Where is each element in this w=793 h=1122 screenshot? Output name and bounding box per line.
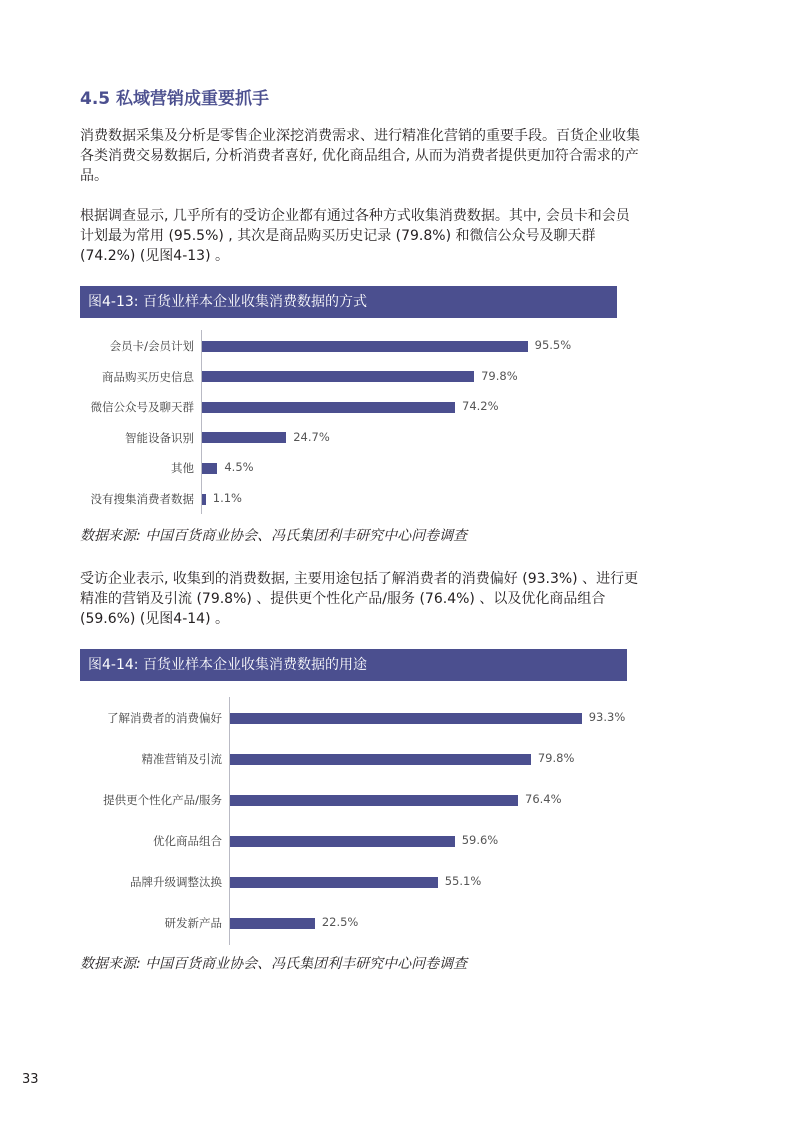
category-label: 品牌升级调整汰换 xyxy=(130,875,222,889)
category-label: 精准营销及引流 xyxy=(141,752,222,766)
figure-4-13-title: 图4-13: 百货业样本企业收集消费数据的方式 xyxy=(80,286,617,318)
figure-4-13-source: 数据来源: 中国百货商业协会、冯氏集团利丰研究中心问卷调查 xyxy=(80,528,468,544)
category-label: 智能设备识别 xyxy=(125,430,194,445)
value-label: 24.7% xyxy=(293,429,330,444)
category-label: 没有搜集消费者数据 xyxy=(90,492,194,506)
value-label: 93.3% xyxy=(588,710,626,724)
chart-axis xyxy=(229,697,230,945)
bar xyxy=(202,341,528,352)
bar xyxy=(230,877,438,888)
value-label: 4.5% xyxy=(224,460,254,475)
value-label: 79.8% xyxy=(537,751,575,765)
category-label: 优化商品组合 xyxy=(153,834,222,848)
category-label: 商品购买历史信息 xyxy=(102,369,194,384)
bar xyxy=(202,402,455,413)
category-label: 研发新产品 xyxy=(164,916,222,930)
paragraph-3: 受访企业表示, 收集到的消费数据, 主要用途包括了解消费者的消费偏好 (93.3%) 、进行更精准的营销及引流 (79.8%) 、提供更个性化产品/服务 (76.4%) 、以及优化商品组合 (59.6%) (见图4-14) 。 xyxy=(80,571,639,627)
bar xyxy=(202,432,286,443)
bar xyxy=(230,795,518,806)
category-label: 提供更个性化产品/服务 xyxy=(103,793,222,807)
figure-4-14-source: 数据来源: 中国百货商业协会、冯氏集团利丰研究中心问卷调查 xyxy=(80,956,468,972)
paragraph-1: 消费数据采集及分析是零售企业深挖消费需求、进行精准化营销的重要手段。百货企业收集各类消费交易数据后, 分析消费者喜好, 优化商品组合, 从而为消费者提供更加符合需求的产品。 xyxy=(80,128,640,184)
category-label: 其他 xyxy=(171,461,194,476)
bar xyxy=(230,754,531,765)
value-label: 22.5% xyxy=(321,915,359,929)
value-label: 55.1% xyxy=(444,874,482,888)
value-label: 74.2% xyxy=(462,399,499,414)
chart-axis xyxy=(201,330,202,514)
value-label: 59.6% xyxy=(461,833,499,847)
value-label: 79.8% xyxy=(481,368,518,383)
bar xyxy=(230,918,315,929)
page-number: 33 xyxy=(22,1072,39,1087)
figure-4-14-title: 图4-14: 百货业样本企业收集消费数据的用途 xyxy=(80,649,627,681)
value-label: 95.5% xyxy=(534,338,572,352)
category-label: 微信公众号及聊天群 xyxy=(90,400,194,415)
section-title: 4.5 私域营销成重要抓手 xyxy=(80,89,270,109)
bar xyxy=(202,463,217,474)
category-label: 会员卡/会员计划 xyxy=(109,339,194,353)
category-label: 了解消费者的消费偏好 xyxy=(107,711,222,725)
bar xyxy=(202,371,474,382)
value-label: 1.1% xyxy=(212,491,242,505)
bar xyxy=(230,836,455,847)
chart-4-13 xyxy=(0,330,793,514)
value-label: 76.4% xyxy=(525,792,562,806)
chart-4-14 xyxy=(0,697,793,945)
paragraph-2: 根据调查显示, 几乎所有的受访企业都有通过各种方式收集消费数据。其中, 会员卡和会员计划最为常用 (95.5%) , 其次是商品购买历史记录 (79.8%) 和微信公众号及聊天群 (74.2%) (见图4-13) 。 xyxy=(80,208,630,264)
bar xyxy=(202,494,206,505)
bar xyxy=(230,713,582,724)
